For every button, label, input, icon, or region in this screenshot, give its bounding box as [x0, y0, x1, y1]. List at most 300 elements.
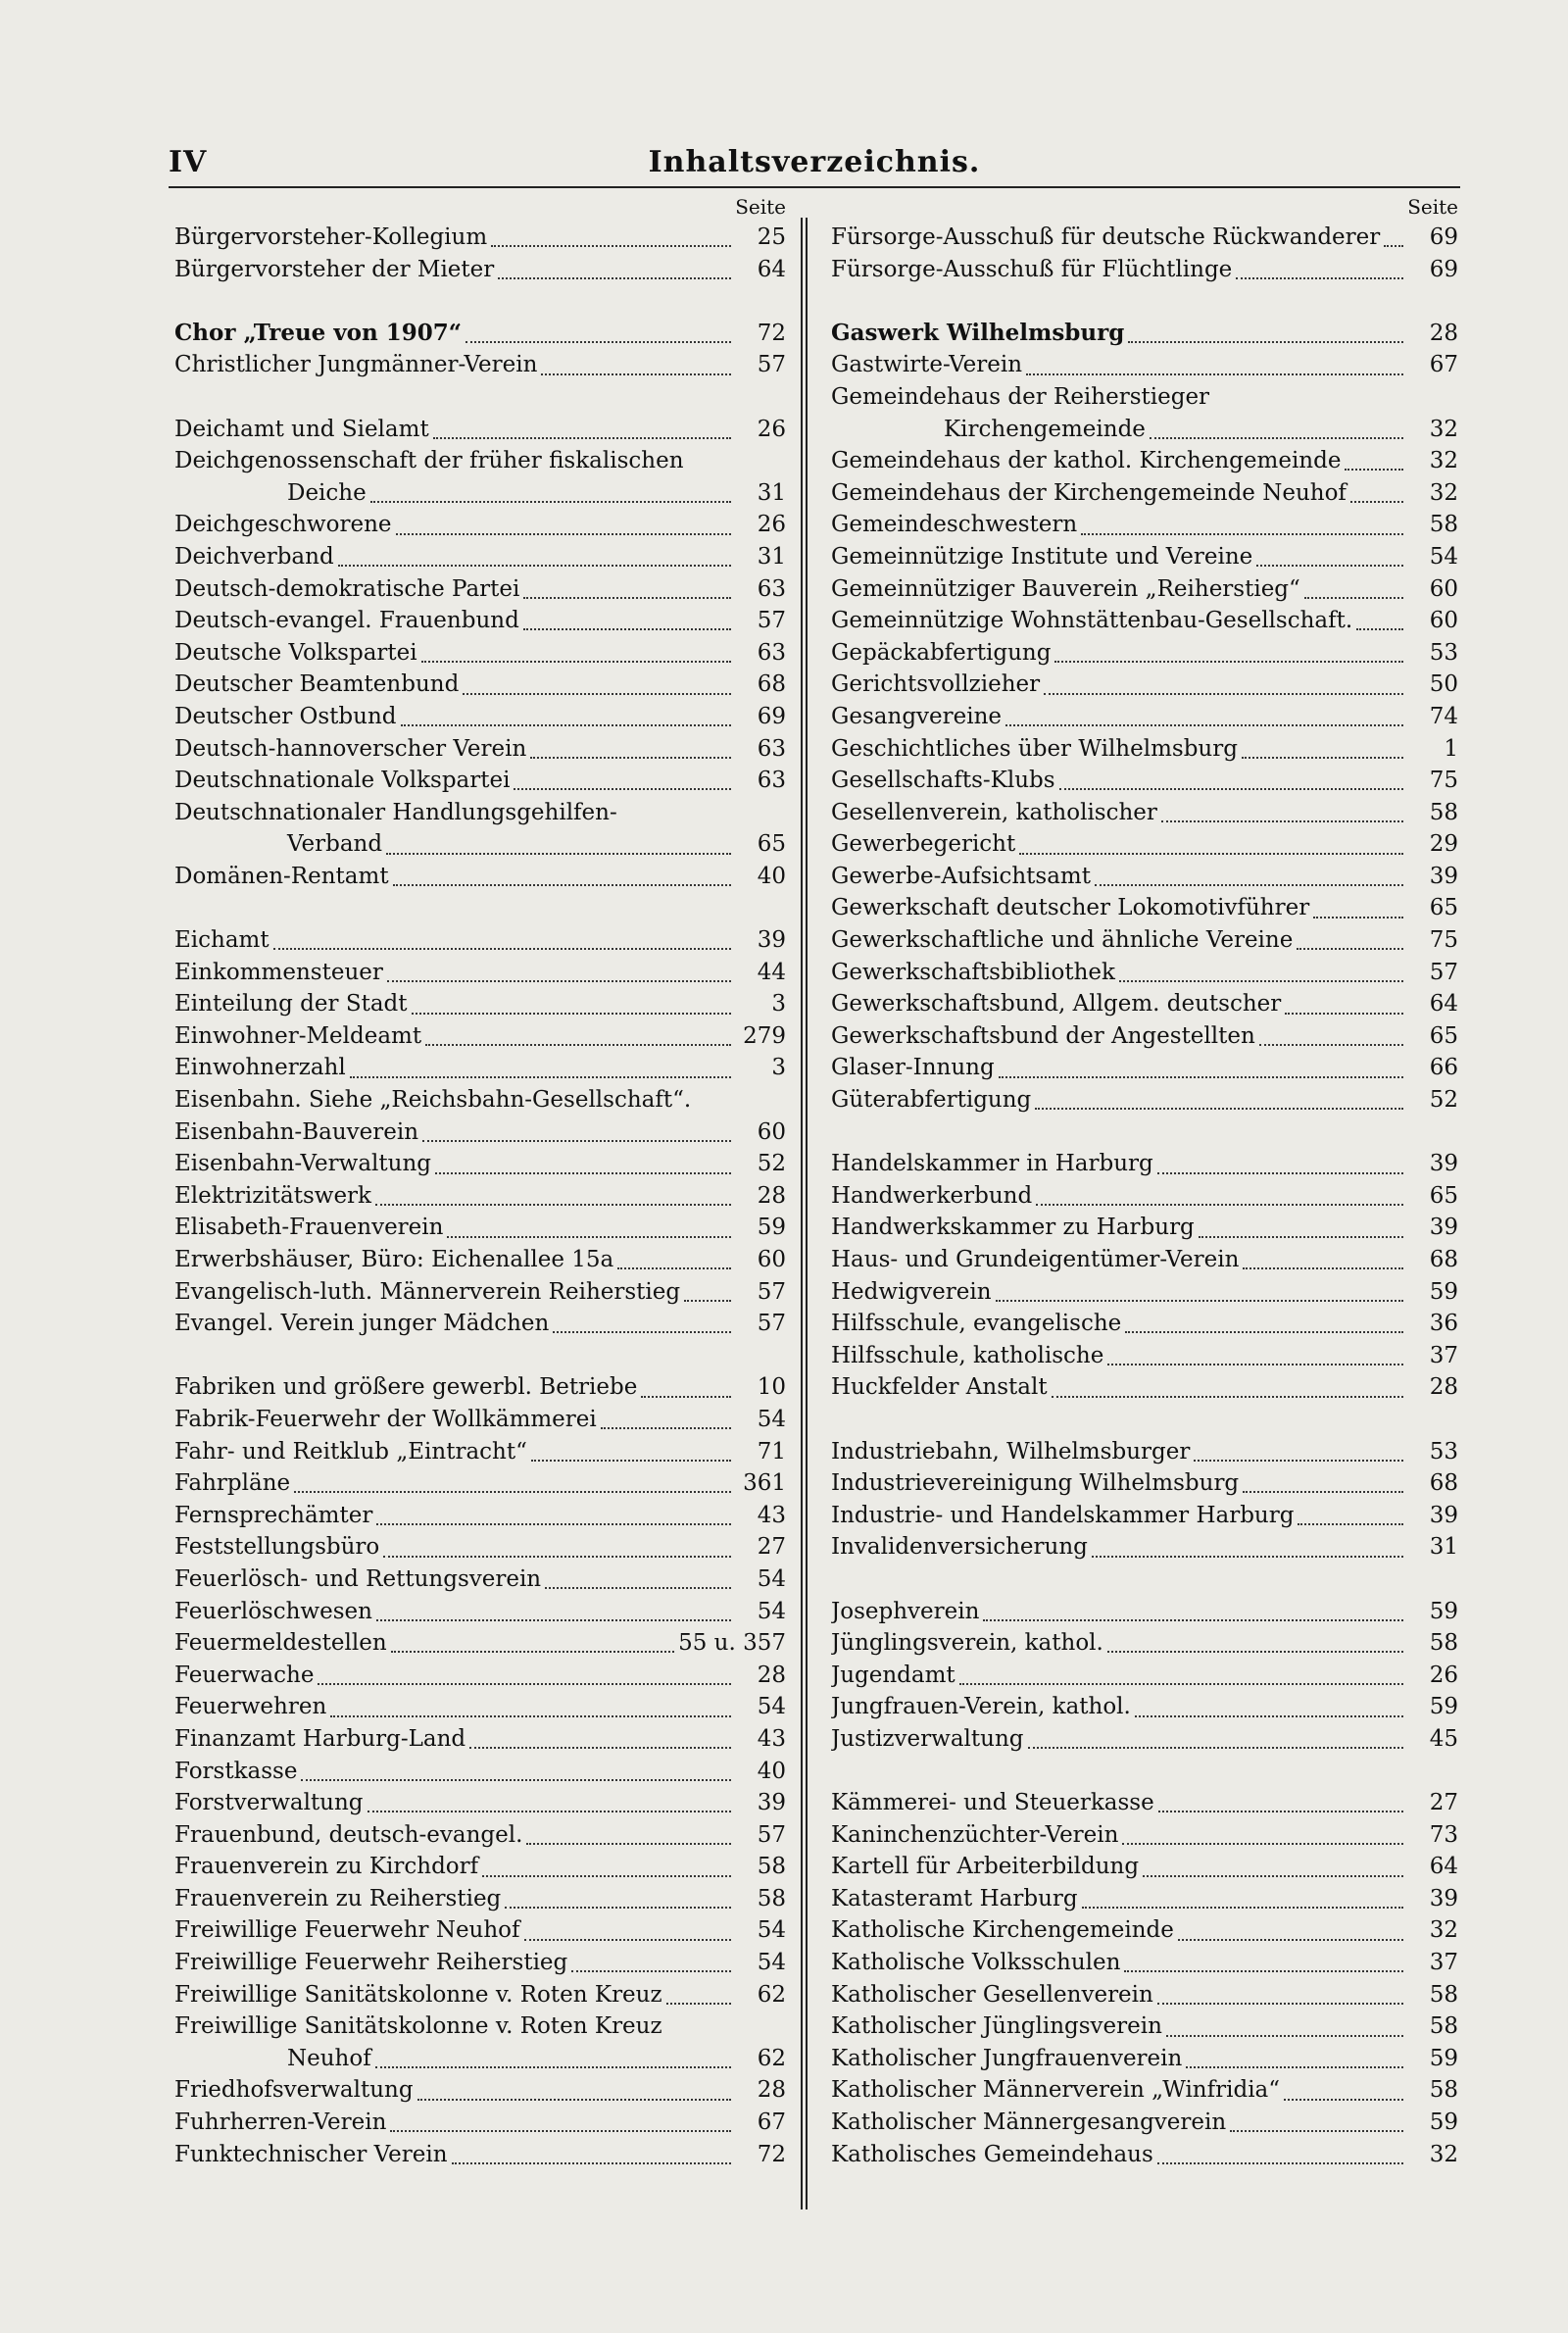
entry-name: Feuerwache	[174, 1662, 315, 1688]
entry-page-number: 31	[757, 543, 786, 570]
entry-page-number: 40	[757, 863, 786, 889]
dot-leader	[273, 938, 731, 950]
dot-leader	[1036, 1194, 1403, 1206]
dot-leader	[1019, 843, 1403, 855]
entry-name: Josephverein	[831, 1598, 980, 1624]
dot-leader	[1350, 491, 1403, 503]
entry-name: Gemeindehaus der kathol. Kirchengemeinde	[831, 448, 1342, 474]
entry-name: Frauenverein zu Reiherstieg	[174, 1885, 502, 1911]
dot-leader	[1213, 396, 1403, 406]
entry-page-number: 59	[1429, 2045, 1458, 2071]
entry-name: Gemeindehaus der Reiherstieger	[831, 383, 1210, 410]
dot-leader	[1243, 1481, 1403, 1493]
index-entry	[831, 1531, 1458, 1564]
entry-page-number: 59	[757, 1215, 786, 1241]
entry-name: Gewerkschaftliche und ähnliche Vereine	[831, 927, 1294, 954]
index-entry	[174, 1691, 786, 1723]
section-gap	[174, 285, 786, 318]
dot-leader	[1345, 459, 1403, 471]
index-entry	[831, 1979, 1458, 2011]
index-entry	[174, 1020, 786, 1053]
index-entry	[831, 2139, 1458, 2171]
index-entry	[831, 509, 1458, 541]
index-entry	[174, 701, 786, 733]
dot-leader	[523, 587, 731, 599]
entry-page-number: 62	[757, 1981, 786, 2008]
page-title: Inhaltsverzeichnis.	[648, 145, 981, 179]
index-entry	[174, 861, 786, 893]
page-number: IV	[169, 145, 208, 179]
entry-name: Huckfelder Anstalt	[831, 1374, 1048, 1401]
entry-page-number: 26	[757, 512, 786, 538]
entry-name: Haus- und Grundeigentümer-Verein	[831, 1247, 1240, 1272]
entry-name: Gewerkschaft deutscher Lokomotivführer	[831, 895, 1310, 921]
entry-page-number: 67	[757, 2110, 786, 2136]
dot-leader	[370, 491, 731, 503]
index-entry	[831, 1596, 1458, 1628]
entry-name: Gemeinnützige Wohnstättenbau-Gesellschaft.	[831, 608, 1353, 634]
entry-name: Deichgeschworene	[174, 512, 392, 538]
index-entry	[174, 1564, 786, 1596]
entry-page-number: 68	[1429, 1247, 1458, 1272]
dot-leader	[1052, 1386, 1403, 1398]
index-entry	[174, 1404, 786, 1436]
dot-leader	[1095, 874, 1403, 886]
entry-page-number: 73	[1429, 1821, 1458, 1848]
index-entry	[174, 988, 786, 1020]
entry-page-number: 28	[757, 2077, 786, 2104]
index-entry	[174, 637, 786, 670]
dot-leader	[959, 1673, 1403, 1685]
index-entry	[174, 2043, 786, 2075]
dot-leader	[526, 1833, 731, 1845]
entry-page-number: 26	[1429, 1662, 1458, 1688]
page-header	[169, 145, 1460, 184]
index-entry	[831, 1371, 1458, 1404]
dot-leader	[553, 1321, 731, 1333]
entry-name: Fürsorge-Ausschuß für deutsche Rückwanderer	[831, 224, 1381, 250]
entry-name: Fahr- und Reitklub „Eintracht“	[174, 1438, 527, 1464]
entry-name: Fabriken und größere gewerbl. Betriebe	[174, 1374, 638, 1401]
entry-name: Eichamt	[174, 927, 270, 954]
entry-page-number: 28	[757, 1182, 786, 1209]
entry-page-number: 43	[757, 1725, 786, 1752]
entry-name: Einteilung der Stadt	[174, 991, 408, 1018]
index-entry	[174, 1914, 786, 1947]
dot-leader	[1298, 1514, 1403, 1525]
entry-name: Gemeinnützige Institute und Vereine	[831, 543, 1253, 570]
column-divider	[801, 218, 808, 2209]
entry-page-number: 66	[1429, 1055, 1458, 1081]
index-entry	[174, 445, 786, 477]
entry-page-number: 39	[1429, 1215, 1458, 1241]
entry-name: Feststellungsbüro	[174, 1534, 380, 1561]
entry-name: Deutschnationaler Handlungsgehilfen-	[174, 799, 617, 825]
index-entry	[174, 1756, 786, 1788]
entry-page-number: 59	[1429, 2110, 1458, 2136]
index-entry	[174, 254, 786, 286]
entry-name: Hilfsschule, evangelische	[831, 1311, 1122, 1337]
dot-leader	[1081, 523, 1403, 535]
entry-page-number: 50	[1429, 671, 1458, 698]
dot-leader	[1143, 1865, 1403, 1877]
entry-page-number: 32	[1429, 479, 1458, 506]
index-entry	[174, 318, 786, 350]
dot-leader	[524, 1929, 731, 1941]
entry-page-number: 37	[1429, 1950, 1458, 1976]
entry-page-number: 361	[743, 1470, 786, 1497]
dot-leader	[391, 1641, 674, 1653]
entry-name: Evangel. Verein junger Mädchen	[174, 1311, 550, 1337]
entry-page-number: 26	[757, 416, 786, 442]
index-entry	[831, 1148, 1458, 1180]
index-entry	[831, 222, 1458, 254]
entry-name: Feuerlöschwesen	[174, 1598, 372, 1624]
entry-page-number: 75	[1429, 768, 1458, 794]
entry-page-number: 57	[757, 1311, 786, 1337]
index-entry	[831, 2010, 1458, 2043]
entry-name: Gaswerk Wilhelmsburg	[831, 319, 1125, 346]
entry-name: Handwerkerbund	[831, 1182, 1033, 1209]
entry-page-number: 68	[757, 671, 786, 698]
dot-leader	[1285, 1003, 1403, 1015]
dot-leader	[505, 1897, 731, 1909]
index-entry	[831, 924, 1458, 957]
index-entry	[174, 1276, 786, 1309]
entry-page-number: 58	[1429, 1981, 1458, 2008]
index-entry	[174, 2139, 786, 2171]
index-entry	[831, 318, 1458, 350]
entry-name: Gewerkschaftsbibliothek	[831, 959, 1115, 985]
entry-page-number: 57	[757, 1278, 786, 1305]
dot-leader	[1092, 1546, 1403, 1558]
entry-page-number: 36	[1429, 1311, 1458, 1337]
entry-page-number: 67	[1429, 352, 1458, 378]
entry-name: Forstverwaltung	[174, 1790, 364, 1816]
entry-page-number: 63	[757, 575, 786, 602]
dot-leader	[1230, 2120, 1403, 2132]
entry-page-number: 39	[757, 927, 786, 954]
dot-leader	[294, 1481, 731, 1493]
index-entry	[174, 828, 786, 861]
entry-name: Katholischer Jungfrauenverein	[831, 2045, 1183, 2071]
index-entry	[831, 1020, 1458, 1053]
entry-name: Verband	[287, 831, 383, 858]
entry-page-number: 72	[757, 320, 786, 346]
index-entry	[174, 1819, 786, 1852]
entry-page-number: 32	[1429, 416, 1458, 442]
seite-label-right: Seite	[1407, 195, 1458, 219]
dot-leader	[684, 1290, 731, 1302]
entry-page-number: 39	[757, 1790, 786, 1816]
entry-page-number: 27	[757, 1534, 786, 1561]
entry-name: Feuerwehren	[174, 1694, 327, 1720]
entry-name: Katholischer Jünglingsverein	[831, 2013, 1162, 2040]
dot-leader	[1199, 1226, 1403, 1238]
entry-name: Gemeindehaus der Kirchengemeinde Neuhof	[831, 479, 1347, 506]
entry-name: Handelskammer in Harburg	[831, 1151, 1153, 1177]
entry-page-number: 59	[1429, 1598, 1458, 1624]
entry-page-number: 72	[757, 2141, 786, 2167]
index-entry	[831, 1914, 1458, 1947]
index-entry	[831, 637, 1458, 670]
index-entry	[174, 1627, 786, 1660]
dot-leader	[695, 1099, 731, 1109]
entry-name: Deichamt und Sielamt	[174, 416, 429, 442]
dot-leader	[617, 1258, 731, 1269]
index-entry	[831, 254, 1458, 286]
entry-page-number: 63	[757, 639, 786, 666]
entry-page-number: 58	[1429, 799, 1458, 825]
header-rule	[169, 186, 1460, 188]
section-gap	[831, 1756, 1458, 1788]
dot-leader	[1035, 1098, 1403, 1110]
dot-leader	[469, 1737, 731, 1749]
dot-leader	[1178, 1929, 1403, 1941]
dot-leader	[1157, 1993, 1403, 2005]
index-entry	[174, 1148, 786, 1180]
dot-leader	[983, 1610, 1403, 1621]
entry-name: Gepäckabfertigung	[831, 639, 1052, 666]
dot-leader	[1284, 2089, 1403, 2101]
entry-page-number: 28	[757, 1662, 786, 1688]
entry-page-number: 39	[1429, 1502, 1458, 1528]
entry-page-number: 54	[757, 1406, 786, 1432]
index-entry	[831, 2107, 1458, 2139]
dot-leader	[688, 460, 731, 470]
index-entry	[174, 1979, 786, 2011]
index-entry	[831, 1819, 1458, 1852]
entry-page-number: 54	[757, 1598, 786, 1624]
dot-leader	[1161, 811, 1403, 822]
entry-name: Katasteramt Harburg	[831, 1885, 1078, 1911]
entry-name: Industrie- und Handelskammer Harburg	[831, 1502, 1295, 1528]
entry-name: Feuerlösch- und Rettungsverein	[174, 1565, 542, 1592]
entry-name: Jugendamt	[831, 1662, 956, 1688]
entry-page-number: 57	[757, 352, 786, 378]
entry-name: Eisenbahn-Bauverein	[174, 1118, 419, 1145]
entry-name: Gewerbe-Aufsichtsamt	[831, 863, 1091, 889]
index-entry	[174, 349, 786, 381]
index-entry	[831, 1084, 1458, 1117]
index-entry	[831, 541, 1458, 573]
entry-page-number: 54	[757, 1565, 786, 1592]
right-entry-list	[831, 222, 1458, 2170]
entry-page-number: 65	[1429, 1182, 1458, 1209]
index-entry	[831, 1500, 1458, 1532]
index-entry	[174, 509, 786, 541]
index-entry	[831, 414, 1458, 446]
dot-leader	[530, 747, 731, 759]
index-entry	[831, 605, 1458, 637]
dot-leader	[1107, 1354, 1403, 1365]
index-entry	[831, 733, 1458, 766]
index-entry	[831, 988, 1458, 1020]
dot-leader	[412, 1003, 731, 1015]
entry-page-number: 65	[1429, 895, 1458, 921]
dot-leader	[523, 619, 731, 630]
entry-page-number: 1	[1444, 735, 1458, 762]
entry-page-number: 32	[1429, 2141, 1458, 2167]
dot-leader	[375, 1194, 731, 1206]
dot-leader	[498, 268, 731, 279]
index-entry	[831, 861, 1458, 893]
dot-leader	[1107, 1641, 1403, 1653]
entry-page-number: 74	[1429, 703, 1458, 729]
dot-leader	[417, 2089, 731, 2101]
dot-leader	[1054, 651, 1403, 663]
index-entry	[831, 669, 1458, 701]
dot-leader	[466, 331, 731, 343]
entry-name: Fabrik-Feuerwehr der Wollkämmerei	[174, 1406, 597, 1432]
dot-leader	[1297, 938, 1403, 950]
entry-page-number: 60	[1429, 575, 1458, 602]
index-entry	[831, 1691, 1458, 1723]
index-entry	[831, 1276, 1458, 1309]
dot-leader	[1125, 1321, 1403, 1333]
index-entry	[831, 1660, 1458, 1692]
index-entry	[831, 828, 1458, 861]
entry-page-number: 32	[1429, 448, 1458, 474]
entry-name: Fahrpläne	[174, 1470, 291, 1497]
entry-name: Gemeindeschwestern	[831, 512, 1078, 538]
entry-name: Industriebahn, Wilhelmsburger	[831, 1438, 1191, 1464]
entry-page-number: 40	[757, 1758, 786, 1784]
entry-page-number: 71	[757, 1438, 786, 1464]
dot-leader	[452, 2153, 731, 2164]
entry-page-number: 58	[757, 1854, 786, 1880]
entry-page-number: 59	[1429, 1278, 1458, 1305]
dot-leader	[350, 1067, 731, 1078]
entry-page-number: 3	[771, 991, 786, 1018]
index-entry	[174, 1851, 786, 1883]
dot-leader	[330, 1706, 731, 1717]
entry-page-number: 58	[757, 1885, 786, 1911]
index-entry	[831, 957, 1458, 989]
entry-name: Deiche	[287, 479, 367, 506]
entry-page-number: 31	[757, 479, 786, 506]
entry-page-number: 54	[757, 1917, 786, 1944]
entry-name: Fuhrherren-Verein	[174, 2110, 387, 2136]
index-entry	[174, 1947, 786, 1979]
index-entry	[174, 541, 786, 573]
index-entry	[831, 1627, 1458, 1660]
entry-page-number: 60	[757, 1118, 786, 1145]
entry-name: Gemeinnütziger Bauverein „Reiherstieg“	[831, 575, 1300, 602]
entry-name: Chor „Treue von 1907“	[174, 319, 462, 346]
index-entry	[174, 2010, 786, 2043]
dot-leader	[422, 1130, 731, 1142]
section-gap	[831, 1564, 1458, 1596]
dot-leader	[1082, 1897, 1403, 1909]
entry-page-number: 54	[1429, 543, 1458, 570]
entry-page-number: 69	[757, 703, 786, 729]
dot-leader	[425, 1034, 731, 1046]
dot-leader	[1186, 2057, 1403, 2068]
entry-name: Jünglingsverein, kathol.	[831, 1630, 1103, 1657]
index-entry	[174, 1787, 786, 1819]
entry-page-number: 279	[743, 1022, 786, 1049]
entry-page-number: 64	[757, 256, 786, 282]
section-gap	[174, 381, 786, 414]
entry-name: Deichverband	[174, 543, 334, 570]
index-entry	[174, 477, 786, 510]
entry-name: Elisabeth-Frauenverein	[174, 1215, 444, 1241]
entry-page-number: 62	[757, 2045, 786, 2071]
entry-name: Invalidenversicherung	[831, 1534, 1088, 1561]
section-gap	[831, 1404, 1458, 1436]
entry-page-number: 27	[1429, 1790, 1458, 1816]
dot-leader	[338, 555, 731, 567]
dot-leader	[571, 1961, 731, 1972]
entry-name: Deichgenossenschaft der früher fiskalischen	[174, 448, 684, 474]
index-entry	[174, 1883, 786, 1915]
dot-leader	[1028, 1737, 1404, 1749]
dot-leader	[1256, 555, 1403, 567]
entry-name: Bürgervorsteher der Mieter	[174, 256, 495, 282]
entry-page-number: 28	[1429, 320, 1458, 346]
dot-leader	[393, 874, 731, 886]
dot-leader	[1304, 587, 1403, 599]
dot-leader	[368, 1801, 731, 1812]
entry-page-number: 39	[1429, 1151, 1458, 1177]
index-entry	[831, 477, 1458, 510]
dot-leader	[1384, 235, 1403, 247]
entry-name: Deutschnationale Volkspartei	[174, 768, 511, 794]
entry-name: Kämmerei- und Steuerkasse	[831, 1790, 1154, 1816]
entry-name: Deutsche Volkspartei	[174, 639, 417, 666]
index-entry	[831, 701, 1458, 733]
entry-name: Katholisches Gemeindehaus	[831, 2141, 1153, 2167]
index-entry	[831, 2043, 1458, 2075]
index-entry	[174, 573, 786, 606]
entry-name: Elektrizitätswerk	[174, 1182, 371, 1209]
index-entry	[831, 2074, 1458, 2107]
index-entry	[174, 1723, 786, 1756]
index-entry	[174, 2074, 786, 2107]
dot-leader	[376, 1610, 731, 1621]
entry-name: Forstkasse	[174, 1758, 298, 1784]
dot-leader	[1194, 1450, 1403, 1462]
entry-name: Feuermeldestellen	[174, 1630, 387, 1657]
dot-leader	[1157, 2153, 1403, 2164]
entry-name: Finanzamt Harburg-Land	[174, 1725, 466, 1752]
index-entry	[831, 1052, 1458, 1084]
index-entry	[174, 1371, 786, 1404]
entry-page-number: 25	[757, 224, 786, 250]
entry-name: Deutscher Ostbund	[174, 703, 397, 729]
dot-leader	[541, 364, 731, 375]
dot-leader	[447, 1226, 731, 1238]
index-entry	[174, 1596, 786, 1628]
dot-leader	[1313, 907, 1403, 918]
section-gap	[831, 1117, 1458, 1149]
entry-page-number: 31	[1429, 1534, 1458, 1561]
entry-page-number: 52	[757, 1151, 786, 1177]
dot-leader	[491, 235, 731, 247]
entry-page-number: 75	[1429, 927, 1458, 954]
entry-name: Deutscher Beamtenbund	[174, 671, 460, 698]
index-entry	[831, 1436, 1458, 1468]
dot-leader	[376, 1514, 731, 1525]
entry-name: Justizverwaltung	[831, 1725, 1024, 1752]
entry-name: Freiwillige Sanitätskolonne v. Roten Kreuz	[174, 1981, 662, 2008]
dot-leader	[463, 683, 731, 695]
dot-leader	[1026, 364, 1403, 375]
entry-page-number: 53	[1429, 1438, 1458, 1464]
entry-name: Frauenbund, deutsch-evangel.	[174, 1821, 523, 1848]
dot-leader	[1150, 427, 1403, 439]
